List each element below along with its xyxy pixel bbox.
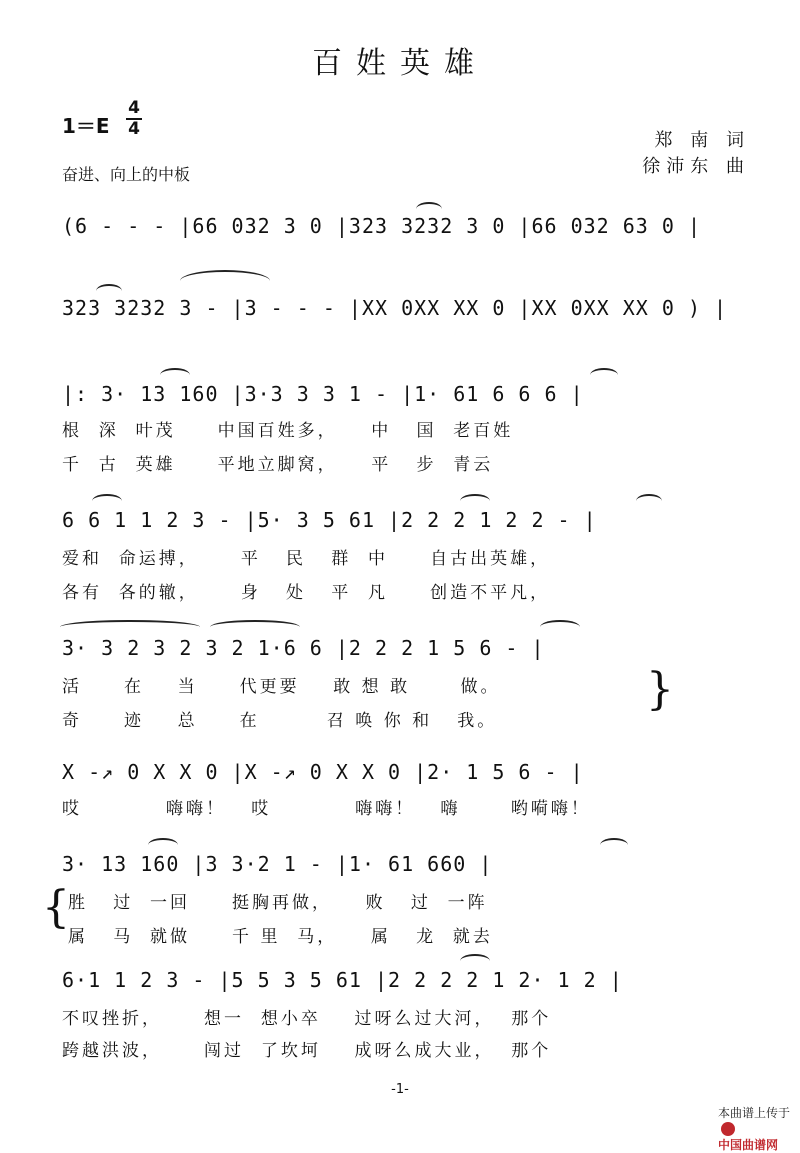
time-sig-bottom: 4 <box>128 119 140 139</box>
notation-row-2: 323 3232 3 - |3 - - - |XX 0XX XX 0 |XX 0XX XX 0 ) | <box>62 296 728 320</box>
tie-mark <box>180 270 270 292</box>
slur-mark <box>540 620 580 634</box>
song-title: 百姓英雄 <box>312 46 488 81</box>
opening-brace: { <box>42 882 70 933</box>
notation-row-8: 6·1 1 2 3 - |5 5 3 5 61 |2 2 2 2 1 2· 1 2 | <box>62 968 623 992</box>
notation-row-5: 3· 3 2 3 2 3 2 1·6 6 |2 2 2 1 5 6 - | <box>62 636 545 660</box>
source-attribution <box>710 1090 790 1153</box>
slur-mark <box>600 838 628 852</box>
notation-row-3: |: 3· 13 160 |3·3 3 3 1 - |1· 61 6 6 6 | <box>62 382 584 406</box>
site-logo-icon <box>721 1122 735 1136</box>
slur-mark <box>416 202 442 216</box>
lyrics-row-4-verse-2: 各有 各的辙， 身 处 平 凡 创造不平凡， <box>62 583 551 603</box>
notation-row-4: 6 6 1 1 2 3 - |5· 3 5 61 |2 2 2 1 2 2 - | <box>62 508 597 532</box>
slur-mark <box>210 620 300 634</box>
tempo-marking: 奋进、向上的中板 <box>62 165 191 184</box>
slur-mark <box>460 954 490 968</box>
lyrics-row-8-verse-2: 跨越洪波， 闯过 了坎坷 成呀么成大业， 那个 <box>62 1041 552 1061</box>
slur-mark <box>60 620 200 634</box>
slur-mark <box>96 284 122 298</box>
time-sig-top: 4 <box>128 98 140 118</box>
lyrics-row-5-verse-1: 活 在 当 代更要 敢 想 敢 做。 <box>62 677 501 697</box>
time-signature <box>126 100 142 138</box>
key-signature: 1＝E <box>62 114 110 138</box>
slur-mark <box>92 494 122 508</box>
slur-mark <box>636 494 662 508</box>
notation-row-6: X -↗ 0 X X 0 |X -↗ 0 X X 0 |2· 1 5 6 - | <box>62 760 584 784</box>
page-number: -1- <box>391 1082 409 1097</box>
source-note: 本曲谱上传于 <box>717 1106 790 1120</box>
slur-mark <box>460 494 490 508</box>
lyrics-row-7-verse-1: 胜 过 一回 挺胸再做， 败 过 一阵 <box>68 893 488 913</box>
closing-brace: } <box>646 664 674 715</box>
lyrics-row-8-verse-1: 不叹挫折， 想一 想小卒 过呀么过大河， 那个 <box>62 1009 552 1029</box>
lyrics-row-4-verse-1: 爱和 命运搏， 平 民 群 中 自古出英雄， <box>62 549 551 569</box>
lyrics-row-5-verse-2: 奇 迹 总 在 召 唤 你 和 我。 <box>62 711 498 731</box>
notation-row-7: 3· 13 160 |3 3·2 1 - |1· 61 660 | <box>62 852 493 876</box>
lyrics-row-6: 哎 嗨嗨！ 哎 嗨嗨！ 嗨 哟嗬嗨！ <box>62 799 591 819</box>
lyrics-row-7-verse-2: 属 马 就做 千 里 马， 属 龙 就去 <box>68 927 493 947</box>
lyrics-row-3-verse-2: 千 古 英雄 平地立脚窝， 平 步 青云 <box>62 455 494 475</box>
lyricist-credit: 郑 南 词 <box>654 130 750 151</box>
notation-row-1: (6 - - - |66 032 3 0 |323 3232 3 0 |66 032 63 0 | <box>62 214 702 238</box>
source-logo-text: 中国曲谱网 <box>717 1137 778 1152</box>
lyrics-row-3-verse-1: 根 深 叶茂 中国百姓多， 中 国 老百姓 <box>62 421 514 441</box>
slur-mark <box>590 368 618 382</box>
composer-credit: 徐沛东 曲 <box>642 156 750 177</box>
slur-mark <box>148 838 178 852</box>
slur-mark <box>160 368 190 382</box>
